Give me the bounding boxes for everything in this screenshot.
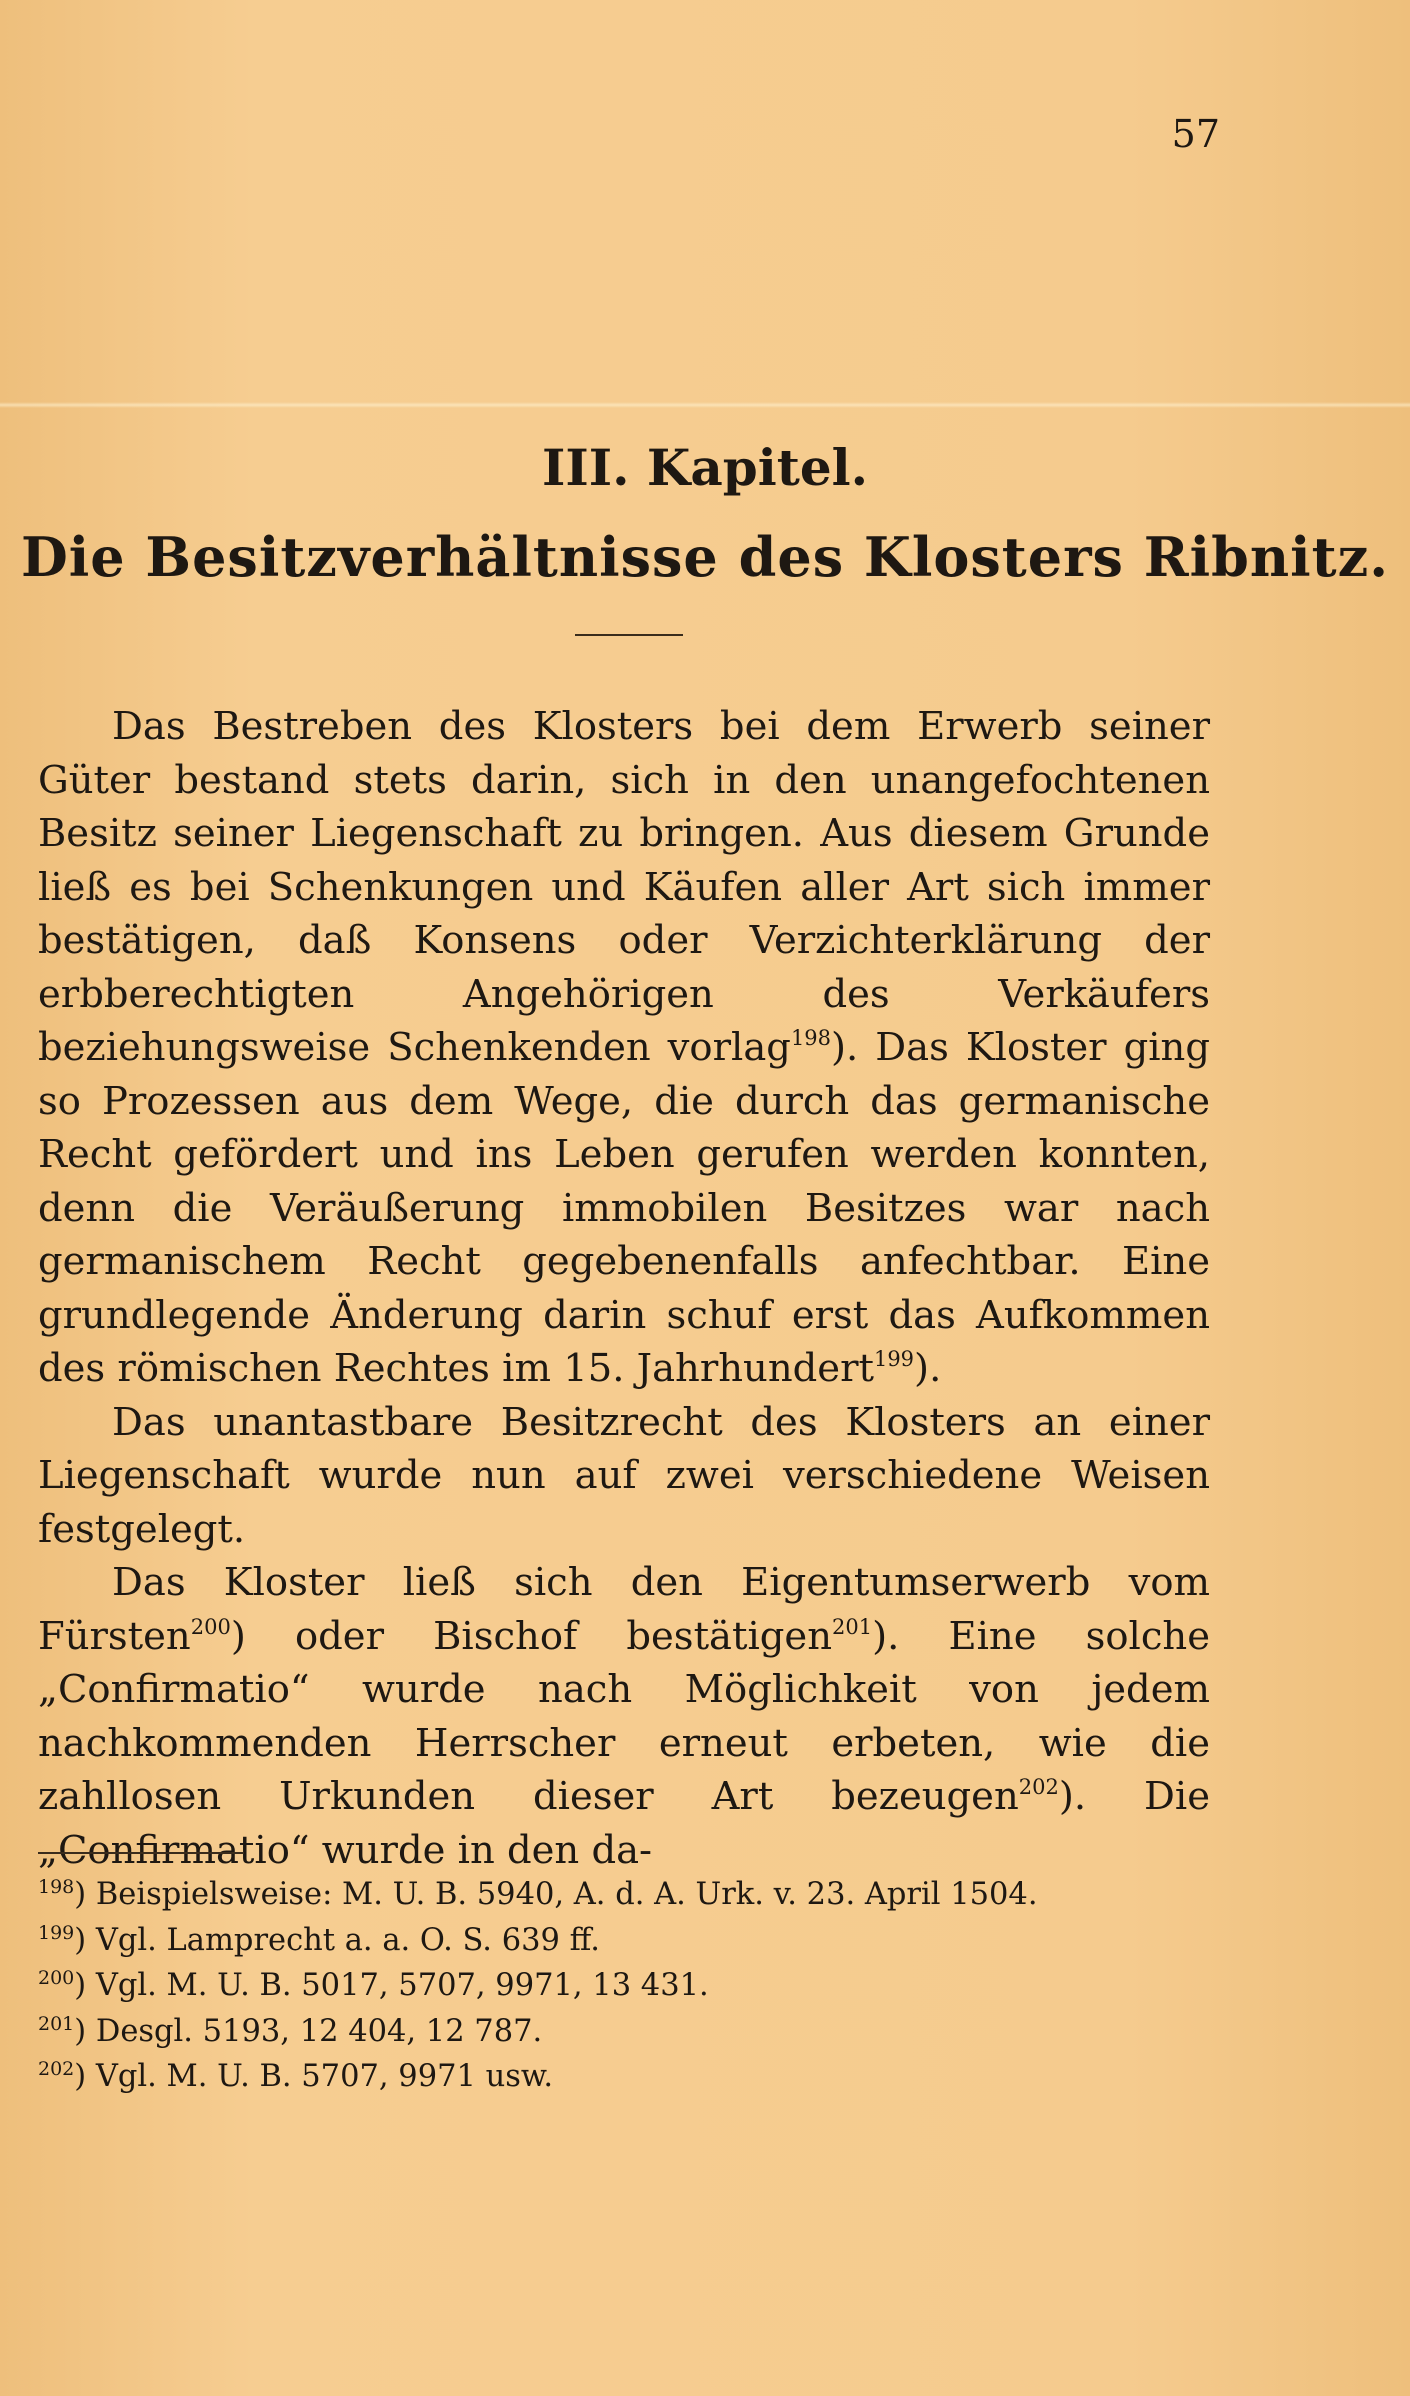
footnote-ref: 199: [873, 1347, 915, 1371]
paragraph-text: ). Die „Confirmatio“ wurde in den da-: [38, 1774, 1210, 1873]
title-divider: [575, 634, 683, 636]
page-number: 57: [1171, 112, 1220, 156]
paragraph-text: ). Das Kloster ging so Prozessen aus dem Wege, die durch das germanische Recht gefördert und ins Leben gerufen werden konnten, denn die Veräußerung immobilen Besitzes war nach germanischem Recht gegebenenfalls anfechtbar. Eine grundlegende Änderung darin schuf erst das Aufkommen des römischen Rechtes im 15. Jahrhundert: [38, 1025, 1210, 1391]
paragraph-text: ). Eine solche „Confirmatio“ wurde nach Möglichkeit von jedem nachkommenden Herrscher erneut erbeten, wie die zahllosen Urkunden dieser Art bezeugen: [38, 1613, 1210, 1819]
paragraph-text: Das unantastbare Besitzrecht des Klosters an einer Liegenschaft wurde nun auf zwei verschiedene Weisen festgelegt.: [38, 1399, 1210, 1552]
footnote-text: ) Vgl. Lamprecht a. a. O. S. 639 ff.: [74, 1922, 600, 1958]
paragraph-text: Das Bestreben des Klosters bei dem Erwerb seiner Güter bestand stets darin, sich in den unangefochtenen Besitz seiner Liegenschaft zu bringen. Aus diesem Grunde ließ es bei Schenkungen und Käufen aller Art sich immer bestätigen, daß Konsens oder Verzichterklärung der erbberechtigten Angehörigen des Verkäufers beziehungsweise Schenkenden vorlag: [38, 704, 1210, 1070]
paragraph-text: ) oder Bischof bestätigen: [230, 1613, 832, 1659]
footnote: [38, 1918, 1210, 1964]
footnote: [38, 2054, 1210, 2100]
footnote-text: ) Vgl. M. U. B. 5017, 5707, 9971, 13 431.: [74, 1968, 709, 2003]
footnote: [38, 1963, 1210, 2009]
footnote-ref: 198: [790, 1026, 832, 1050]
footnote-text: ) Vgl. M. U. B. 5707, 9971 usw.: [74, 2059, 554, 2094]
footnote-number: 201: [38, 2012, 75, 2035]
footnote-number: 200: [38, 1967, 75, 1989]
footnote-ref: 202: [1018, 1775, 1059, 1799]
footnote-number: 202: [38, 2058, 75, 2080]
footnote-number: 198: [38, 1876, 75, 1898]
footnote: [38, 1872, 1210, 1918]
footnote-text: ) Beispielsweise: M. U. B. 5940, A. d. A. Urk. v. 23. April 1504.: [74, 1877, 1038, 1912]
paragraph-text: Das Kloster ließ sich den Eigentumserwerb vom Fürsten: [38, 1560, 1210, 1659]
footnote-text: ) Desgl. 5193, 12 404, 12 787.: [74, 2013, 543, 2049]
footnote-ref: 200: [190, 1614, 231, 1639]
footnote-divider: [38, 1852, 244, 1854]
paragraph-text: ).: [914, 1346, 942, 1391]
chapter-title: Die Besitzverhältnisse des Klosters Ribnitz.: [20, 525, 1390, 589]
chapter-number: III. Kapitel.: [541, 438, 869, 497]
paragraph-2: [38, 1396, 1210, 1557]
footnotes: [38, 1872, 1210, 2100]
footnote-number: 199: [38, 1921, 75, 1944]
page-crease: [0, 402, 1410, 408]
footnote: [38, 2009, 1210, 2055]
paragraph-3: [38, 1556, 1210, 1877]
footnote-ref: 201: [832, 1614, 873, 1639]
paragraph-1: [38, 700, 1210, 1396]
body-text: [38, 700, 1210, 1877]
